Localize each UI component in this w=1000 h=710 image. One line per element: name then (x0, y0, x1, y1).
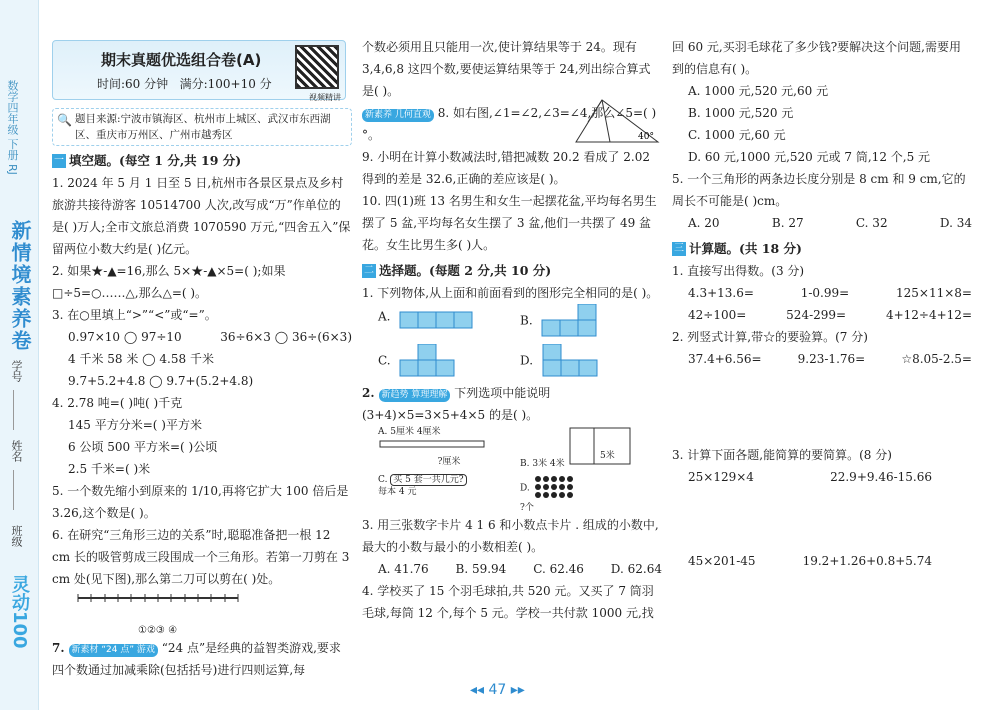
straw-diagram (68, 590, 248, 618)
section-2-header (362, 260, 662, 282)
calc-1: 1. 直接写出得数。(3 分) (672, 264, 805, 278)
c2-option-a[interactable]: A. 5厘米 4厘米 ?厘米 (378, 426, 520, 470)
question-1: 1. 2024 年 5 月 1 日至 5 日,杭州市各景区景点及乡村旅游共接待游客 10514700 人次,改写成“万”作单位的是( )万人;全市文旅总消费 1070590 万元,“四舍五入”保留两位小数大约是( )亿元。 (52, 176, 351, 256)
exam-header (52, 40, 346, 100)
c2-option-d[interactable]: D. ?个 (520, 474, 662, 514)
calc-item: 19.2+1.26+0.8+5.74 (802, 554, 932, 568)
c2-b-label: 3米 4米 (532, 459, 565, 469)
name-line (13, 470, 14, 510)
choice-5-options (672, 212, 972, 234)
column-1 (52, 0, 352, 681)
choice-3: 3. 用三张数字卡片 4 1 6 和小数点卡片 . 组成的小数中,最大的小数与最小的小数相差( )。 (362, 518, 659, 554)
option-a[interactable]: A. (378, 304, 520, 338)
calc-2-row (672, 348, 972, 370)
question-2: 2. 如果★-▲=16,那么 5×★-▲×5=( );如果□÷5=○……△,那么△=( )。 (52, 264, 286, 300)
q7-tag: 新素材 “24 点” 游戏 (69, 644, 158, 657)
calc-item: 42÷100= (688, 308, 747, 322)
option-b[interactable]: B. (520, 304, 662, 338)
q4-b: 145 平方分米=( )平方米 (68, 418, 202, 432)
choice-1-options (362, 304, 662, 378)
c5-option-c[interactable]: C. 32 (855, 216, 888, 230)
triangle-figure (572, 96, 662, 146)
field-student-id: 学号 (10, 360, 23, 382)
calc-item: 125×11×8= (896, 286, 972, 300)
calc-1-row-2 (672, 304, 972, 326)
q3-c: 4 千米 58 米 ◯ 4.58 千米 (68, 352, 214, 366)
choice-4: 4. 学校买了 15 个羽毛球拍,共 520 元。又买了 7 筒羽毛球,每筒 12 个,每个 5 元。学校一共付款 1000 元,找 (362, 584, 654, 620)
work-space (672, 488, 972, 550)
c5-option-a[interactable]: A. 20 (688, 216, 720, 230)
c4-option-a[interactable]: A. 1000 元,520 元,60 元 (688, 84, 829, 98)
c2-text: 下列选项中能说明(3+4)×5=3×5+4×5 的是( )。 (362, 386, 551, 422)
cube-figure-d (537, 344, 607, 378)
field-class: 班级 (10, 525, 23, 547)
choice-5: 5. 一个三角形的两条边长度分别是 8 cm 和 9 cm,它的周长不可能是( )cm。 (672, 172, 966, 208)
column-3 (672, 36, 972, 572)
section-number: 三 (674, 243, 684, 254)
question-3-head: 3. 在○里填上“>”“<”或“=”。 (52, 308, 217, 322)
q3-a: 0.97×10 ◯ 97÷10 (68, 330, 182, 344)
calc-item: 1-0.99= (800, 286, 850, 300)
q3-d: 9.7+5.2+4.8 ◯ 9.7+(5.2+4.8) (68, 374, 254, 388)
c2-option-b[interactable]: B. 3米 4米 5米 (520, 426, 662, 470)
choice-3-options (362, 558, 662, 580)
cube-figure-a (394, 304, 484, 330)
question-9: 9. 小明在计算小数减法时,错把减数 20.2 看成了 2.02 得到的差是 32.6,正确的差应该是( )。 (362, 150, 650, 186)
segment-figure (378, 438, 488, 452)
calc-item: 37.4+6.56= (688, 352, 762, 366)
q7-text: “24 点”是经典的益智类游戏,要求四个数通过加减乘除(包括括号)进行四则运算,每 (52, 641, 341, 677)
c3-option-b[interactable]: B. 59.94 (455, 562, 507, 576)
id-line (13, 390, 14, 430)
exam-score: 满分:100+10 分 (179, 77, 272, 91)
q3-b: 36÷6×3 ◯ 36÷(6×3) (220, 330, 352, 344)
binding-sidebar (0, 0, 39, 710)
calc-3: 3. 计算下面各题,能简算的要简算。(8 分) (672, 448, 892, 462)
q4-d: 2.5 千米=( )米 (68, 462, 151, 476)
field-name: 姓名 (10, 440, 23, 462)
c3-option-a[interactable]: A. 41.76 (378, 562, 429, 576)
calc-3-row-1 (672, 466, 972, 488)
cube-figure-b (536, 304, 606, 338)
choice-2: 2. 新趋势 算理理解 下列选项中能说明(3+4)×5=3×5+4×5 的是( )。 (362, 386, 551, 422)
angle-label: 40° (638, 132, 654, 142)
calc-item: 25×129×4 (688, 470, 754, 484)
section-number: 一 (54, 155, 64, 166)
question-10: 10. 四(1)班 13 名男生和女生一起摆花盆,平均每名男生摆了 5 盆,平均每名女生摆了 3 盆,他们一共摆了 49 盆花。女生比男生多( )人。 (362, 194, 657, 252)
option-c[interactable]: C. (378, 344, 520, 378)
exam-title: 期末真题优选组合卷(A) (101, 51, 262, 69)
source-text: 题目来源:宁波市镇海区、杭州市上城区、武汉市东西湖区、重庆市万州区、广州市越秀区 (75, 113, 331, 141)
section-title: 选择题。(每题 2 分,共 10 分) (379, 263, 552, 278)
c4-option-c[interactable]: C. 1000 元,60 元 (688, 128, 786, 142)
source-box (52, 108, 352, 146)
question-4: 4. 2.78 吨=( )吨( )千克 (52, 396, 183, 410)
q8-text: 8. 如右图,∠1=∠2,∠3=∠4,那么∠5=( )°。 (362, 106, 657, 142)
q8-tag: 新素养 几何直观 (362, 109, 434, 122)
grade-label: 数学四年级 下册 RJ (6, 80, 19, 175)
c2-c-sub: 每本 4 元 (378, 487, 417, 497)
c2-d-question: ?个 (520, 503, 534, 513)
c4-option-d[interactable]: D. 60 元,1000 元,520 元或 7 筒,12 个,5 元 (688, 150, 931, 164)
c2-tag: 新趋势 算理理解 (379, 389, 451, 402)
choice-2-options (362, 426, 662, 514)
section-title: 计算题。(共 18 分) (689, 241, 802, 256)
straw-marks: ①②③ ④ (138, 625, 178, 636)
option-d[interactable]: D. (520, 344, 662, 378)
q3-row-1 (52, 326, 352, 348)
c3-option-c[interactable]: C. 62.46 (533, 562, 584, 576)
exam-time: 时间:60 分钟 (97, 77, 169, 91)
calc-item: ☆8.05-2.5= (901, 352, 972, 366)
choice-1: 1. 下列物体,从上面和前面看到的图形完全相同的是( )。 (362, 286, 659, 300)
c2-b-side: 5米 (600, 451, 615, 461)
question-8 (362, 102, 662, 146)
section-title: 填空题。(每空 1 分,共 19 分) (69, 153, 242, 168)
q4-c: 6 公顷 500 平方米=( )公顷 (68, 440, 218, 454)
brand-logo: 灵动100 (9, 575, 30, 649)
question-5: 5. 一个数先缩小到原来的 1/10,再将它扩大 100 倍后是 3.26,这个数是( )。 (52, 484, 349, 520)
calc-item: 45×201-45 (688, 554, 756, 568)
calc-3-row-2 (672, 550, 972, 572)
section-number: 二 (364, 265, 374, 276)
column-2 (362, 36, 662, 624)
c4-continued: 回 60 元,买羽毛球花了多少钱?要解决这个问题,需要用到的信息有( )。 (672, 40, 961, 76)
calc-item: 524-299= (786, 308, 847, 322)
calc-item: 4.3+13.6= (688, 286, 754, 300)
dot-array (533, 474, 593, 502)
c2-a-label: 5厘米 4厘米 (390, 427, 441, 437)
brand-title: 新情境素养卷 (8, 220, 32, 352)
question-6: 6. 在研究“三角形三边的关系”时,聪聪准备把一根 12 cm 长的吸管剪成三段围成一个三角形。若第一刀剪在 3 cm 处(见下图),那么第二刀可以剪在( )处。 (52, 528, 350, 586)
section-3-header (672, 238, 972, 260)
c3-option-d[interactable]: D. 62.64 (610, 562, 662, 576)
c5-option-d[interactable]: D. 34 (939, 216, 972, 230)
calc-2: 2. 列竖式计算,带☆的要验算。(7 分) (672, 330, 868, 344)
qr-code[interactable] (295, 45, 339, 89)
magnifier-icon: 🔍 (57, 113, 72, 127)
calc-item: 22.9+9.46-15.66 (830, 470, 932, 484)
work-space (672, 370, 972, 444)
calc-item: 9.23-1.76= (797, 352, 866, 366)
qr-label: 视频精讲 (309, 93, 341, 102)
cube-figure-c (394, 344, 464, 378)
c4-option-b[interactable]: B. 1000 元,520 元 (688, 106, 794, 120)
c5-option-b[interactable]: B. 27 (771, 216, 804, 230)
straw-figure (52, 590, 352, 637)
page-number: ◂◂ 47 ▸▸ (470, 682, 525, 698)
calc-1-row-1 (672, 282, 972, 304)
c2-option-c[interactable]: C. 买 5 套一共几元? 每本 4 元 (378, 474, 520, 514)
c2-a-question: ?厘米 (437, 457, 461, 467)
question-7: 7. 新素材 “24 点” 游戏 “24 点”是经典的益智类游戏,要求四个数通过加减乘除(包括括号)进行四则运算,每 (52, 641, 341, 677)
exam-meta (97, 73, 272, 95)
q7-continued: 个数必须用且只能用一次,使计算结果等于 24。现有 3,4,6,8 这四个数,要使运算结果等于 24,列出综合算式是( )。 (362, 40, 651, 98)
calc-item: 4+12÷4+12= (885, 308, 972, 322)
section-1-header (52, 150, 352, 172)
c2-c-bubble: 买 5 套一共几元? (390, 474, 466, 486)
